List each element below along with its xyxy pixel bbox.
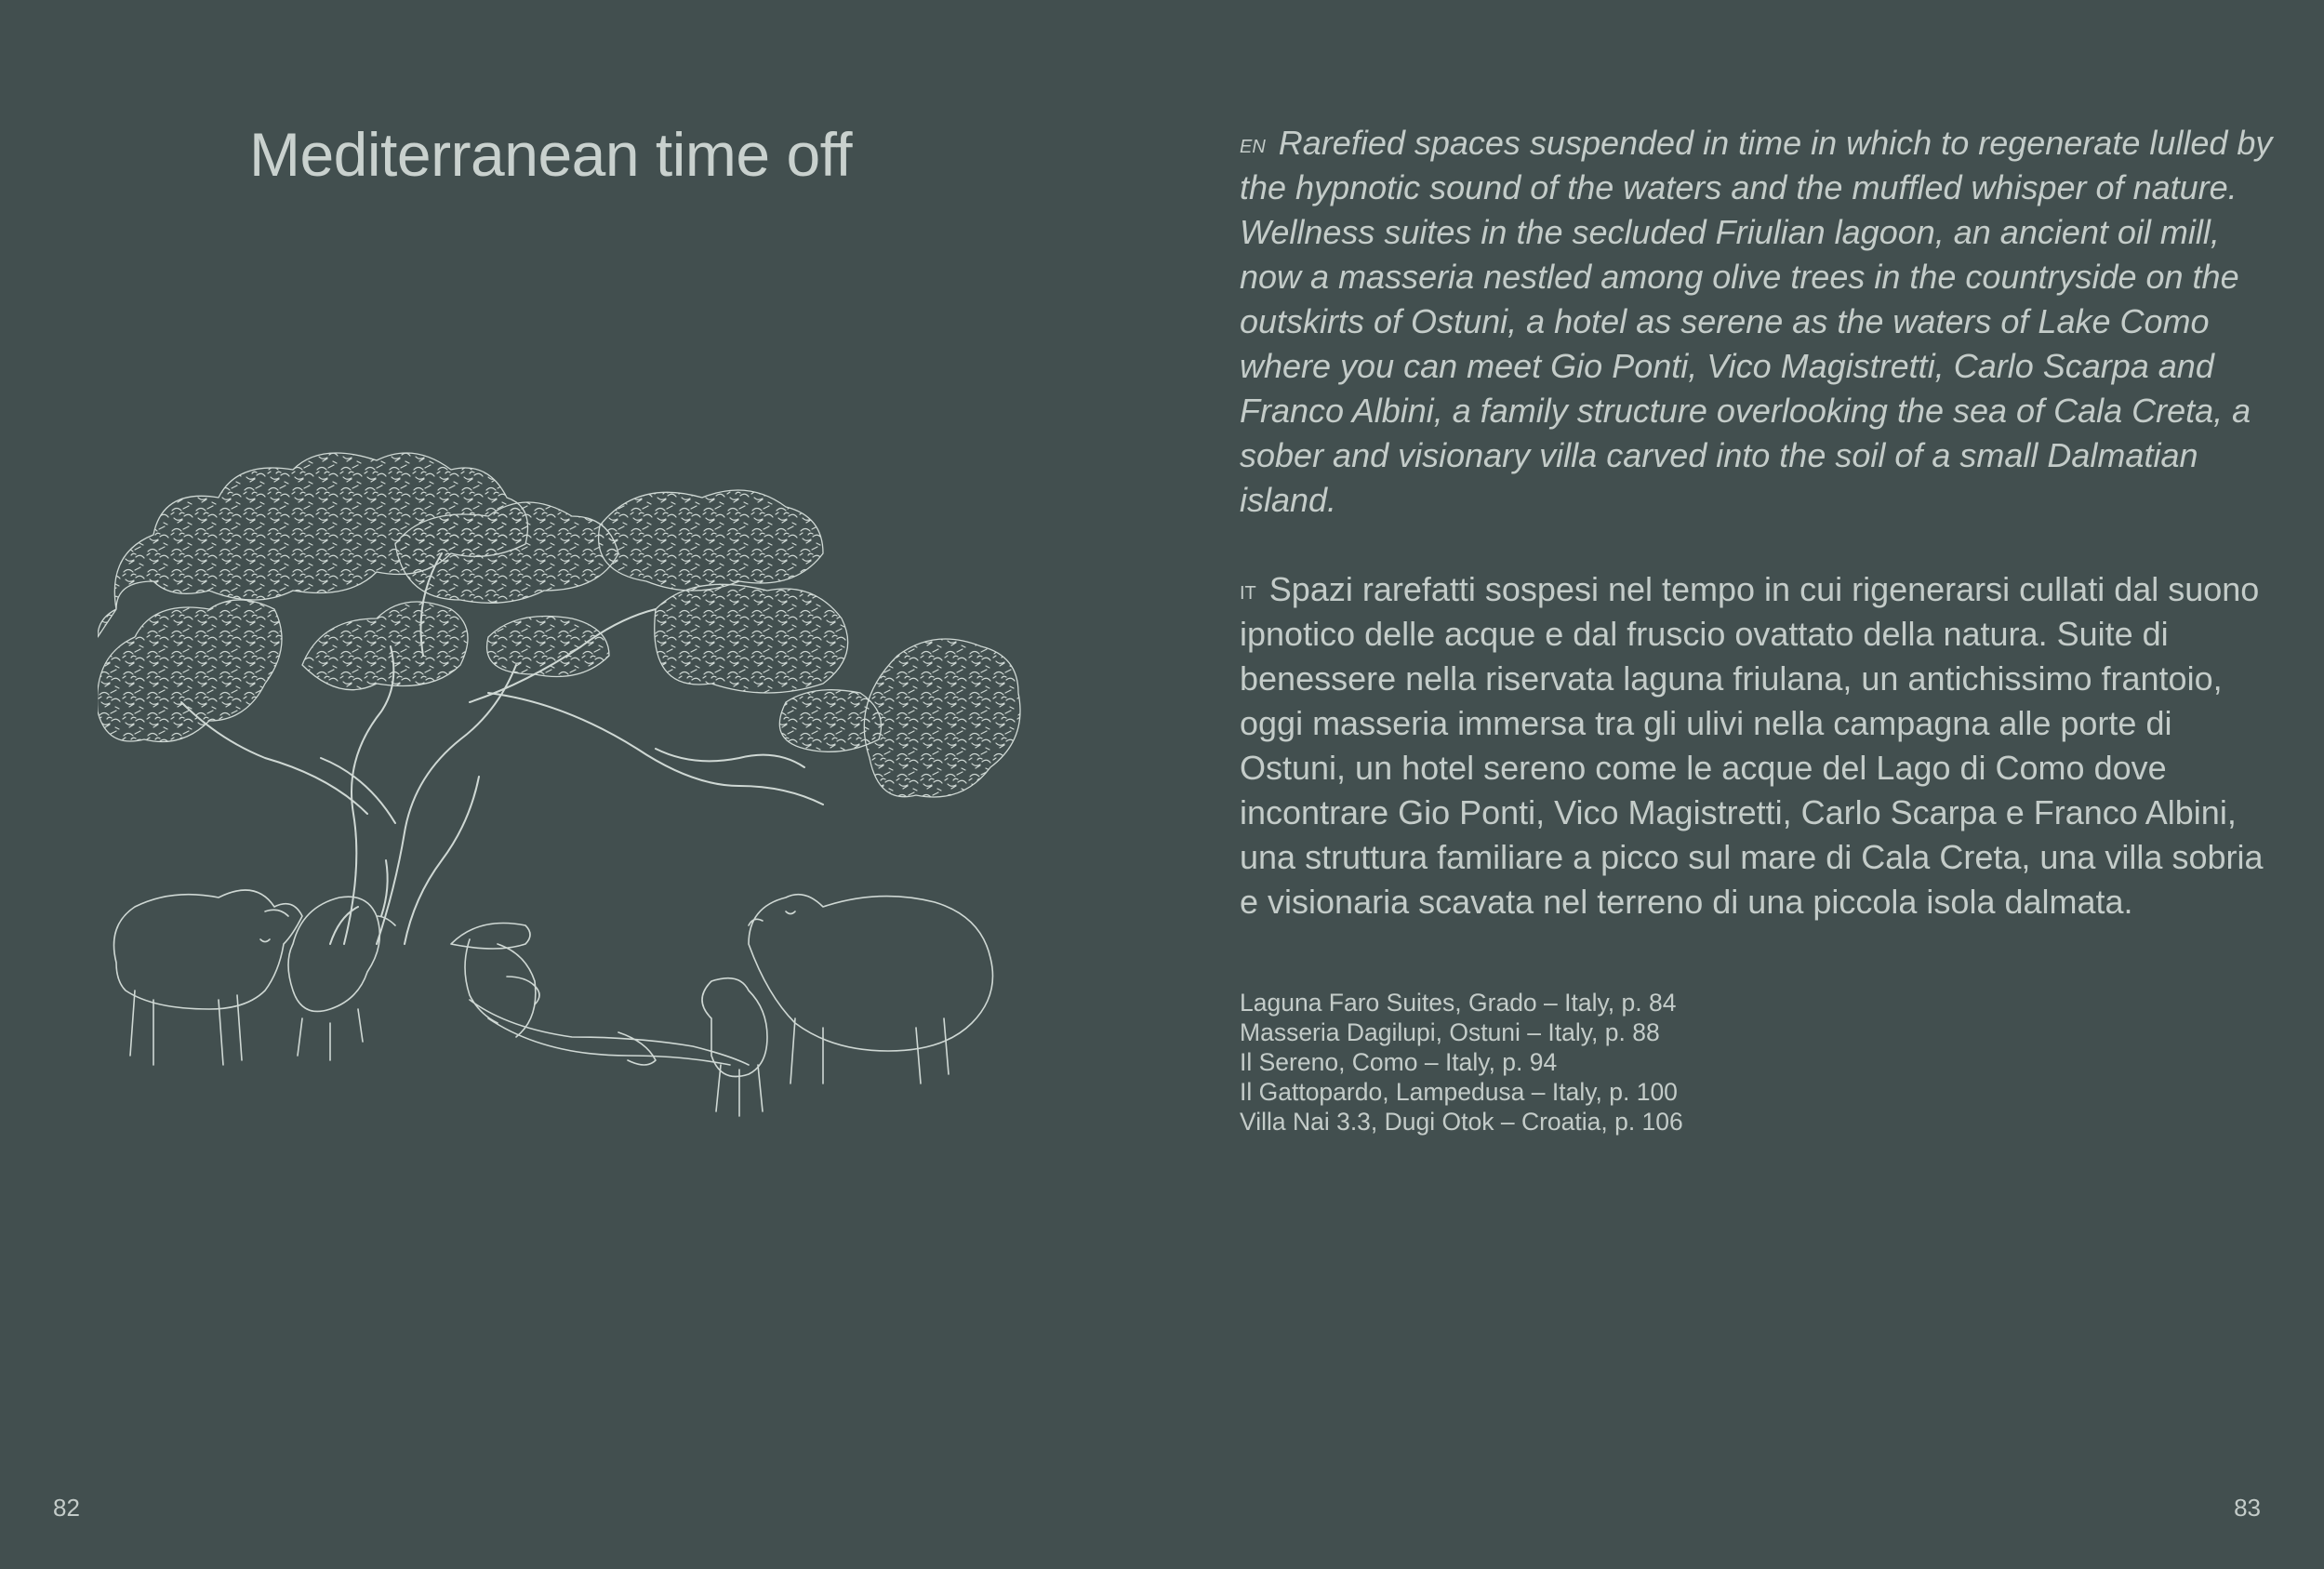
reference-item: Villa Nai 3.3, Dugi Otok – Croatia, p. 106: [1240, 1108, 1683, 1136]
sheep-left: [114, 890, 303, 1065]
language-tag-it: IT: [1240, 583, 1256, 604]
text-column: [1240, 121, 2281, 1137]
page-number-left: 82: [53, 1494, 80, 1522]
shepherd-figure: [451, 924, 749, 1066]
sheep-right: [749, 895, 993, 1084]
tree-canopy: [98, 453, 1020, 797]
language-tag-en: EN: [1240, 137, 1266, 157]
english-text: Rarefied spaces suspended in time in which to regenerate lulled by the hypnotic sound of the waters and the muffled whisper of nature. Wellness suites in the secluded Friulian lagoon, an ancient oil mill, now a masseria nestled among olive trees in the countryside on the outskirts of Ostuni, a hotel as serene as the waters of Lake Como where you can meet Gio Ponti, Vico Magistretti, Carlo Scarpa and Franco Albini, a family structure overlooking the sea of Cala Creta, a sober and visionary villa carved into the soil of a small Dalmatian island.: [1240, 124, 2273, 519]
reference-item: Il Gattopardo, Lampedusa – Italy, p. 100: [1240, 1078, 1678, 1106]
page-title: Mediterranean time off: [249, 120, 853, 189]
olive-tree-shepherd-sheep-icon: [98, 423, 1093, 1130]
page-number-right: 83: [2234, 1494, 2261, 1522]
english-paragraph: [1240, 121, 2281, 523]
reference-item: Laguna Faro Suites, Grado – Italy, p. 84: [1240, 989, 1677, 1017]
reference-item: Il Sereno, Como – Italy, p. 94: [1240, 1048, 1558, 1076]
italian-paragraph: [1240, 567, 2281, 924]
reference-item: Masseria Dagilupi, Ostuni – Italy, p. 88: [1240, 1018, 1660, 1046]
italian-text: Spazi rarefatti sospesi nel tempo in cui rigenerarsi cullati dal suono ipnotico delle acque e dal fruscio ovattato della natura. Suite di benessere nella riservata laguna friulana, un antichissimo frantoio, oggi masseria immersa tra gli ulivi nella campagna alle porte di Ostuni, un hotel sereno come le acque del Lago di Como dove incontrare Gio Ponti, Vico Magistretti, Carlo Scarpa e Franco Albini, una struttura familiare a picco sul mare di Cala Creta, una villa sobria e visionaria scavata nel terreno di una piccola isola dalmata.: [1240, 570, 2264, 921]
hotel-references-list: [1240, 988, 2281, 1137]
lamb: [702, 978, 767, 1116]
